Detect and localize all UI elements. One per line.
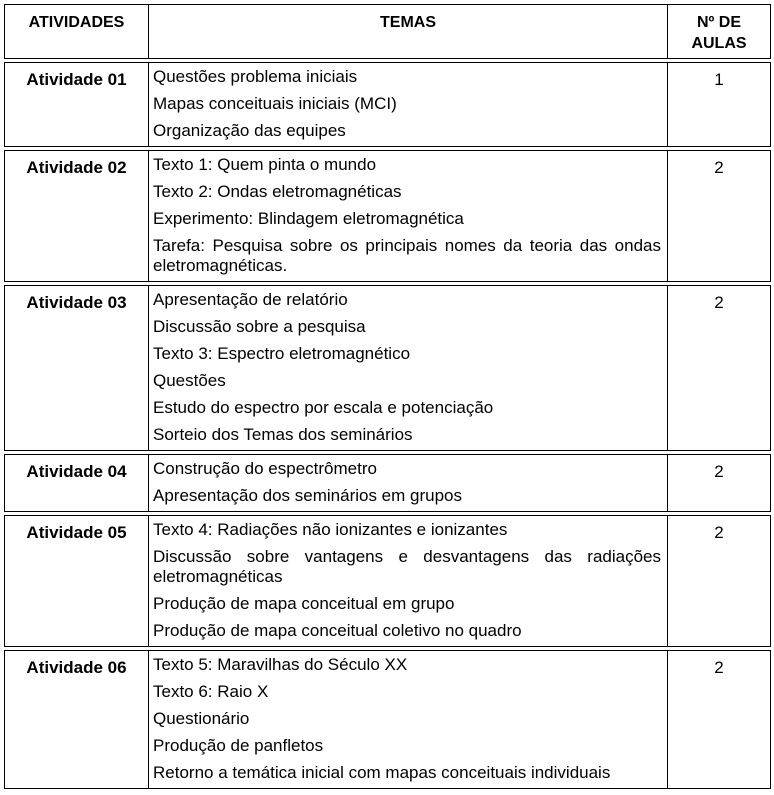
topics-cell: [149, 151, 668, 282]
table-row: [5, 151, 771, 282]
topics-cell: [149, 63, 668, 147]
topic-item: Experimento: Blindagem eletromagnética: [153, 209, 464, 228]
topics-cell: [149, 516, 668, 647]
topics-cell: [149, 651, 668, 789]
table-row: [5, 455, 771, 512]
table-header-row: [5, 5, 771, 59]
activity-name-cell: Atividade 05: [5, 516, 149, 647]
topic-item: Produção de mapa conceitual em grupo: [153, 594, 455, 613]
header-atividades: [5, 5, 149, 59]
header-aulas-line2: AULAS: [691, 35, 747, 52]
table-row: [5, 63, 771, 147]
lesson-count-cell: 2: [668, 651, 771, 789]
lesson-count-cell: 1: [668, 63, 771, 147]
activity-name-cell: Atividade 06: [5, 651, 149, 789]
topic-item: Discussão sobre vantagens e desvantagens das radiações eletromagnéticas: [153, 547, 661, 586]
header-aulas: [668, 5, 771, 59]
activity-name-cell: Atividade 04: [5, 455, 149, 512]
topic-item: Texto 5: Maravilhas do Século XX: [153, 655, 408, 674]
topic-item: Texto 3: Espectro eletromagnético: [153, 344, 411, 363]
topic-item: Organização das equipes: [153, 121, 346, 140]
activity-name-cell: Atividade 02: [5, 151, 149, 282]
header-atividades-label: ATIVIDADES: [28, 14, 125, 31]
topic-item: Questões: [153, 371, 226, 390]
topic-item: Sorteio dos Temas dos seminários: [153, 425, 413, 444]
topic-item: Questionário: [153, 709, 250, 728]
lesson-count-cell: 2: [668, 516, 771, 647]
topic-item: Mapas conceituais iniciais (MCI): [153, 94, 397, 113]
topic-item: Construção do espectrômetro: [153, 459, 377, 478]
topic-item: Texto 1: Quem pinta o mundo: [153, 155, 377, 174]
header-temas-label: TEMAS: [380, 14, 436, 31]
header-aulas-line1: Nº DE: [696, 14, 742, 31]
activity-name-cell: Atividade 03: [5, 286, 149, 451]
topic-item: Produção de panfletos: [153, 736, 324, 755]
topic-item: Apresentação dos seminários em grupos: [153, 486, 462, 505]
activity-name-cell: Atividade 01: [5, 63, 149, 147]
table-row: [5, 651, 771, 789]
topic-item: Retorno a temática inicial com mapas conceituais individuais: [153, 763, 611, 782]
topic-item: Discussão sobre a pesquisa: [153, 317, 366, 336]
activities-table: [4, 4, 771, 789]
topic-item: Estudo do espectro por escala e potenciação: [153, 398, 494, 417]
lesson-count-cell: 2: [668, 455, 771, 512]
topics-cell: [149, 455, 668, 512]
table-body: [5, 59, 771, 789]
topics-cell: [149, 286, 668, 451]
topic-item: Questões problema iniciais: [153, 67, 358, 86]
lesson-count-cell: 2: [668, 286, 771, 451]
topic-item: Produção de mapa conceitual coletivo no quadro: [153, 621, 522, 640]
lesson-count-cell: 2: [668, 151, 771, 282]
topic-item: Texto 2: Ondas eletromagnéticas: [153, 182, 402, 201]
header-temas: [149, 5, 668, 59]
topic-item: Tarefa: Pesquisa sobre os principais nomes da teoria das ondas eletromagnéticas.: [153, 236, 661, 275]
table-row: [5, 516, 771, 647]
topic-item: Texto 4: Radiações não ionizantes e ionizantes: [153, 520, 508, 539]
topic-item: Apresentação de relatório: [153, 290, 348, 309]
topic-item: Texto 6: Raio X: [153, 682, 269, 701]
table-row: [5, 286, 771, 451]
